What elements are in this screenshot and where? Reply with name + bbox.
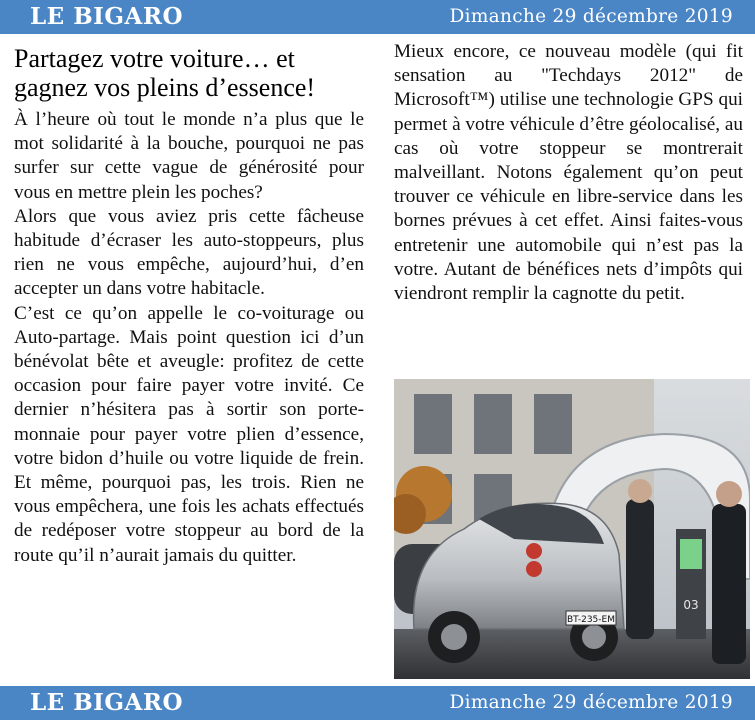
newspaper-logo: LE BIGARO [30, 3, 184, 30]
article-right-column [394, 40, 743, 306]
electric-car-station-illustration [394, 379, 750, 679]
station-number: 03 [683, 598, 699, 612]
article-headline: Partagez votre voiture… et gagnez vos pleins d’essence! [14, 44, 316, 102]
footer-bar [0, 686, 755, 720]
article-paragraph: Mieux encore, ce nouveau modèle (qui fit sensation au "Techdays 2012" de Microsoft™) utilise une technologie GPS qui permet à votre véhicule d’être géolocalisé, au cas où votre stoppeur se montrerait malveillant. Notons également qu’on peut trouver ce véhicule en libre-service dans les bornes prévues à cet effet. Ainsi faites-vous entretenir une automobile qui n’est pas la votre. Autant de bénéfices nets d’impôts qui viendront remplir la cagnotte du petit. [394, 41, 743, 305]
newspaper-logo: LE BIGARO [30, 689, 184, 716]
masthead-bar [0, 0, 755, 34]
article-photo [394, 379, 750, 679]
article-paragraph: À l’heure où tout le monde n’a plus que le mot solidarité à la bouche, pourquoi ne pas surfer sur cette vague de générosité pour vous en mettre plein les poches? [14, 109, 364, 203]
issue-date: Dimanche 29 décembre 2019 [449, 6, 733, 27]
article-paragraph: Alors que vous aviez pris cette fâcheuse habitude d’écraser les auto-stoppeurs, plus rien ne vous empêche, aujourd’hui, d’en accepter un dans votre habitacle. [14, 205, 364, 300]
article-paragraph: C’est ce qu’on appelle le co-voiturage ou Auto-partage. Mais point question ici d’un bénévolat bête et aveugle: profitez de cette occasion pour faire payer votre invité. Ce dernier n’hésitera pas à sortir son porte-monnaie pour payer votre plien d’essence, votre bidon d’huile ou votre liquide de frein. Et même, pourquoi pas, les trois. Rien ne vous empêchera, une fois les achats effectués de redéposer votre stoppeur au bord de la route qu’il n’aurait jamais du quitter. [14, 302, 364, 566]
issue-date: Dimanche 29 décembre 2019 [449, 692, 733, 713]
license-plate: BT-235-EM [567, 615, 615, 625]
article-left-column [14, 44, 364, 568]
